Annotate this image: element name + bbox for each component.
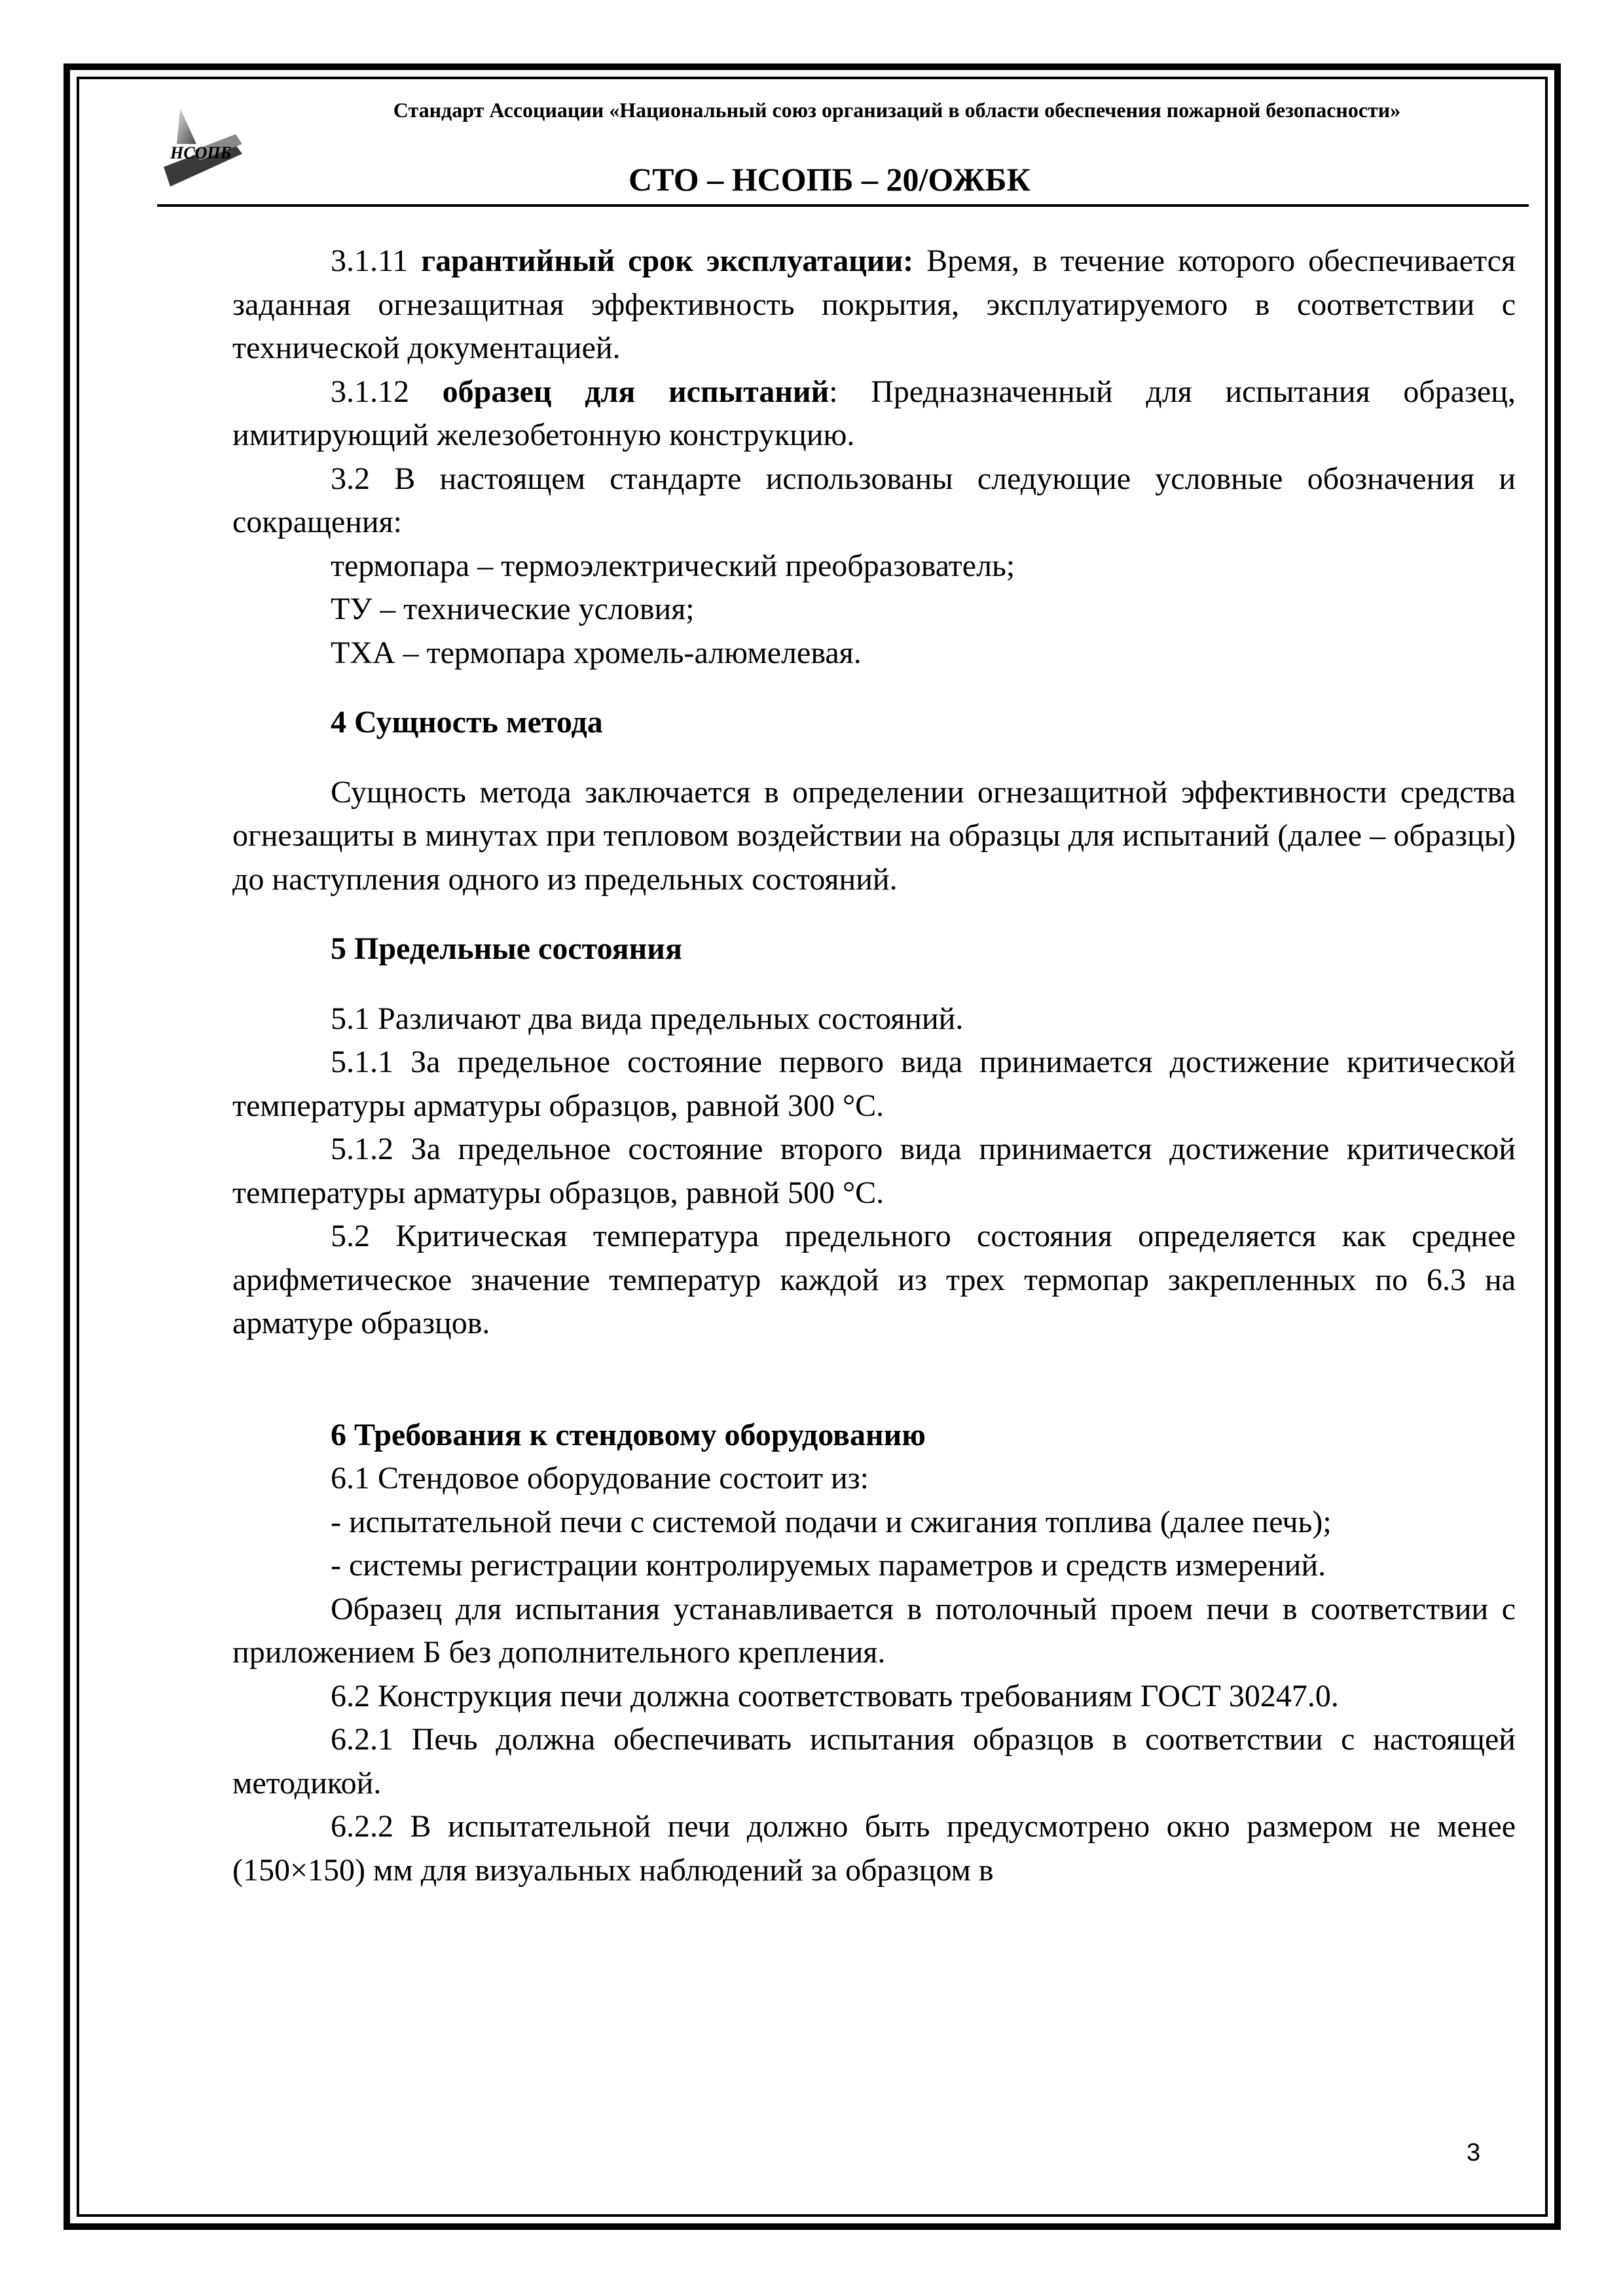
paragraph-6-2-2: 6.2.2 В испытательной печи должно быть предусмотрено окно размером не менее (150×150) мм для визуальных наблюдений за образцом в bbox=[232, 1809, 1516, 1888]
list-item: - системы регистрации контролируемых параметров и средств измерений. bbox=[331, 1548, 1326, 1583]
header-rule bbox=[157, 204, 1529, 207]
paragraph-5-1-2: 5.1.2 За предельное состояние второго вида принимается достижение критической температуры арматуры образцов, равной 500 °С. bbox=[232, 1132, 1516, 1210]
association-title: Стандарт Ассоциации «Национальный союз организаций в области обеспечения пожарной безопасности» bbox=[393, 98, 1401, 122]
paragraph-5-2: 5.2 Критическая температура предельного состояния определяется как среднее арифметическое значение температур каждой из трех термопар закрепленных по 6.3 на арматуре образцов. bbox=[232, 1219, 1516, 1340]
list-item: - испытательной печи с системой подачи и сжигания топлива (далее печь); bbox=[331, 1504, 1332, 1539]
page-number: 3 bbox=[1467, 2139, 1481, 2166]
paragraph-3-2: 3.2 В настоящем стандарте использованы следующие условные обозначения и сокращения: bbox=[232, 461, 1516, 539]
section-4-heading: 4 Сущность метода bbox=[331, 705, 603, 740]
nsopb-logo bbox=[157, 105, 255, 190]
section-5-heading: 5 Предельные состояния bbox=[331, 931, 682, 966]
term: гарантийный срок эксплуатации: bbox=[421, 243, 914, 278]
logo-text: НСОПБ bbox=[170, 143, 232, 162]
paragraph-5-1-1: 5.1.1 За предельное состояние первого вида принимается достижение критической температуры арматуры образцов, равной 300 °С. bbox=[232, 1045, 1516, 1123]
abbreviation-item: ТХА – термопара хромель-алюмелевая. bbox=[331, 635, 862, 670]
clause-number: 3.1.11 bbox=[331, 243, 409, 278]
section-6-heading: 6 Требования к стендовому оборудованию bbox=[331, 1417, 926, 1452]
section-4-text: Сущность метода заключается в определении огнезащитной эффективности средства огнезащиты в минутах при тепловом воздействии на образцы для испытаний (далее – образцы) до наступления одного из предельных состояний. bbox=[232, 774, 1516, 897]
paragraph-3-1-11 bbox=[232, 240, 1516, 370]
definition: : Предназначенный для испытания образец, имитирующий железобетонную конструкцию. bbox=[232, 374, 1516, 452]
paragraph-6-1-note: Образец для испытания устанавливается в потолочный проем печи в соответствии с приложением Б без дополнительного крепления. bbox=[232, 1591, 1516, 1670]
definition: Время, в течение которого обеспечивается заданная огнезащитная эффективность покрытия, эксплуатируемого в соответствии с технической документацией. bbox=[232, 243, 1516, 365]
paragraph-5-1: 5.1 Различают два вида предельных состояний. bbox=[331, 1001, 964, 1036]
paragraph-6-2-1: 6.2.1 Печь должна обеспечивать испытания образцов в соответствии с настоящей методикой. bbox=[232, 1722, 1516, 1801]
document-code: СТО – НСОПБ – 20/ОЖБК bbox=[629, 161, 1030, 198]
abbreviation-item: термопара – термоэлектрический преобразователь; bbox=[331, 548, 1015, 583]
paragraph-3-1-12 bbox=[232, 370, 1516, 457]
paragraph-6-1: 6.1 Стендовое оборудование состоит из: bbox=[331, 1461, 869, 1496]
term: образец для испытаний bbox=[442, 374, 830, 409]
document-body bbox=[232, 240, 1516, 1892]
abbreviation-item: ТУ – технические условия; bbox=[331, 592, 695, 626]
paragraph-6-2: 6.2 Конструкция печи должна соответствовать требованиям ГОСТ 30247.0. bbox=[331, 1678, 1339, 1713]
clause-number: 3.1.12 bbox=[331, 374, 409, 409]
